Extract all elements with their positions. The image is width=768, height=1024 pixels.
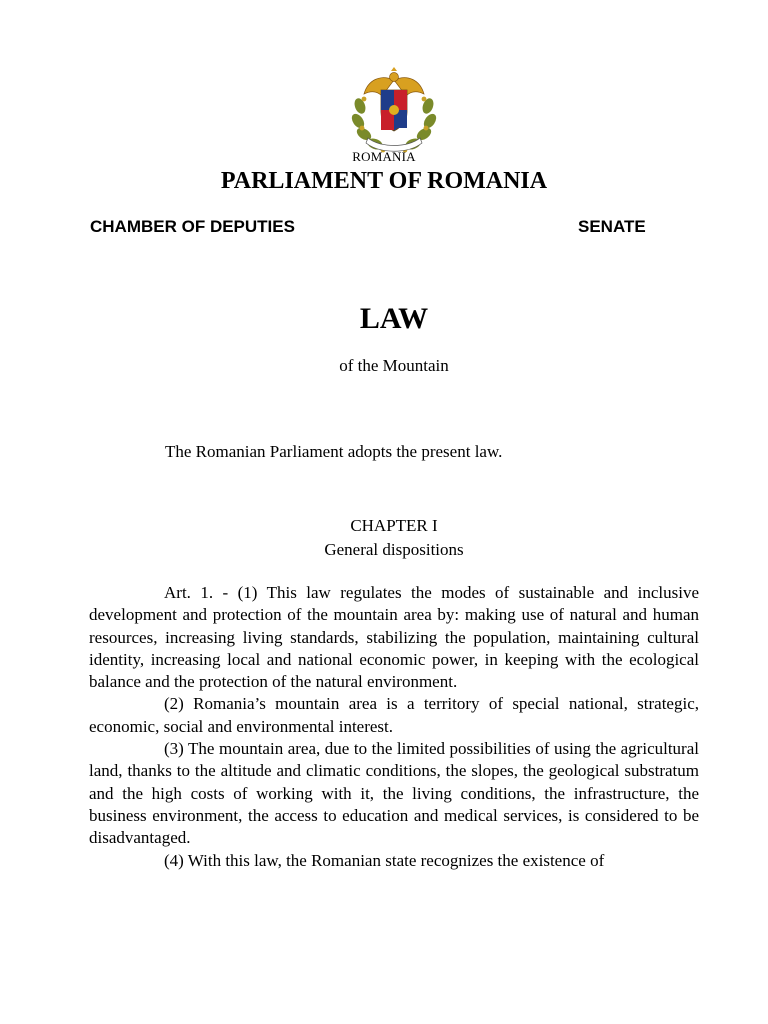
article-1-paragraph-4: (4) With this law, the Romanian state recognizes the existence of — [164, 850, 605, 870]
chamber-of-deputies-label: CHAMBER OF DEPUTIES — [90, 217, 295, 236]
article-1-paragraph-2: (2) Romania’s mountain area is a territory of special national, strategic, economic, social and environmental interest. — [89, 694, 699, 736]
country-label: ROMANIA — [352, 149, 416, 164]
senate-label: SENATE — [578, 217, 646, 236]
law-title: LAW — [359, 302, 429, 335]
article-body — [89, 582, 699, 872]
article-1-paragraph-3: (3) The mountain area, due to the limited possibilities of using the agricultural land, thanks to the altitude and climatic conditions, the slopes, the geological substratum and the high costs of working with it, the living conditions, the infrastructure, the business environment, the access to education and medical services, is considered to be disadvantaged. — [89, 739, 699, 848]
law-subtitle: of the Mountain — [339, 356, 449, 375]
preamble-text: The Romanian Parliament adopts the present law. — [165, 442, 503, 461]
chapter-number: CHAPTER I — [350, 516, 438, 535]
chapter-title: General dispositions — [324, 540, 464, 559]
parliament-heading: PARLIAMENT OF ROMANIA — [220, 168, 548, 194]
romania-coat-of-arms-icon — [350, 66, 438, 156]
article-1-paragraph-1: Art. 1. - (1) This law regulates the modes of sustainable and inclusive development and protection of the mountain area by: making use of natural and human resources, increasing living standards, stabilizing the population, maintaining cultural identity, increasing local and national economic power, in keeping with the ecological balance and the protection of the natural environment. — [89, 583, 699, 692]
